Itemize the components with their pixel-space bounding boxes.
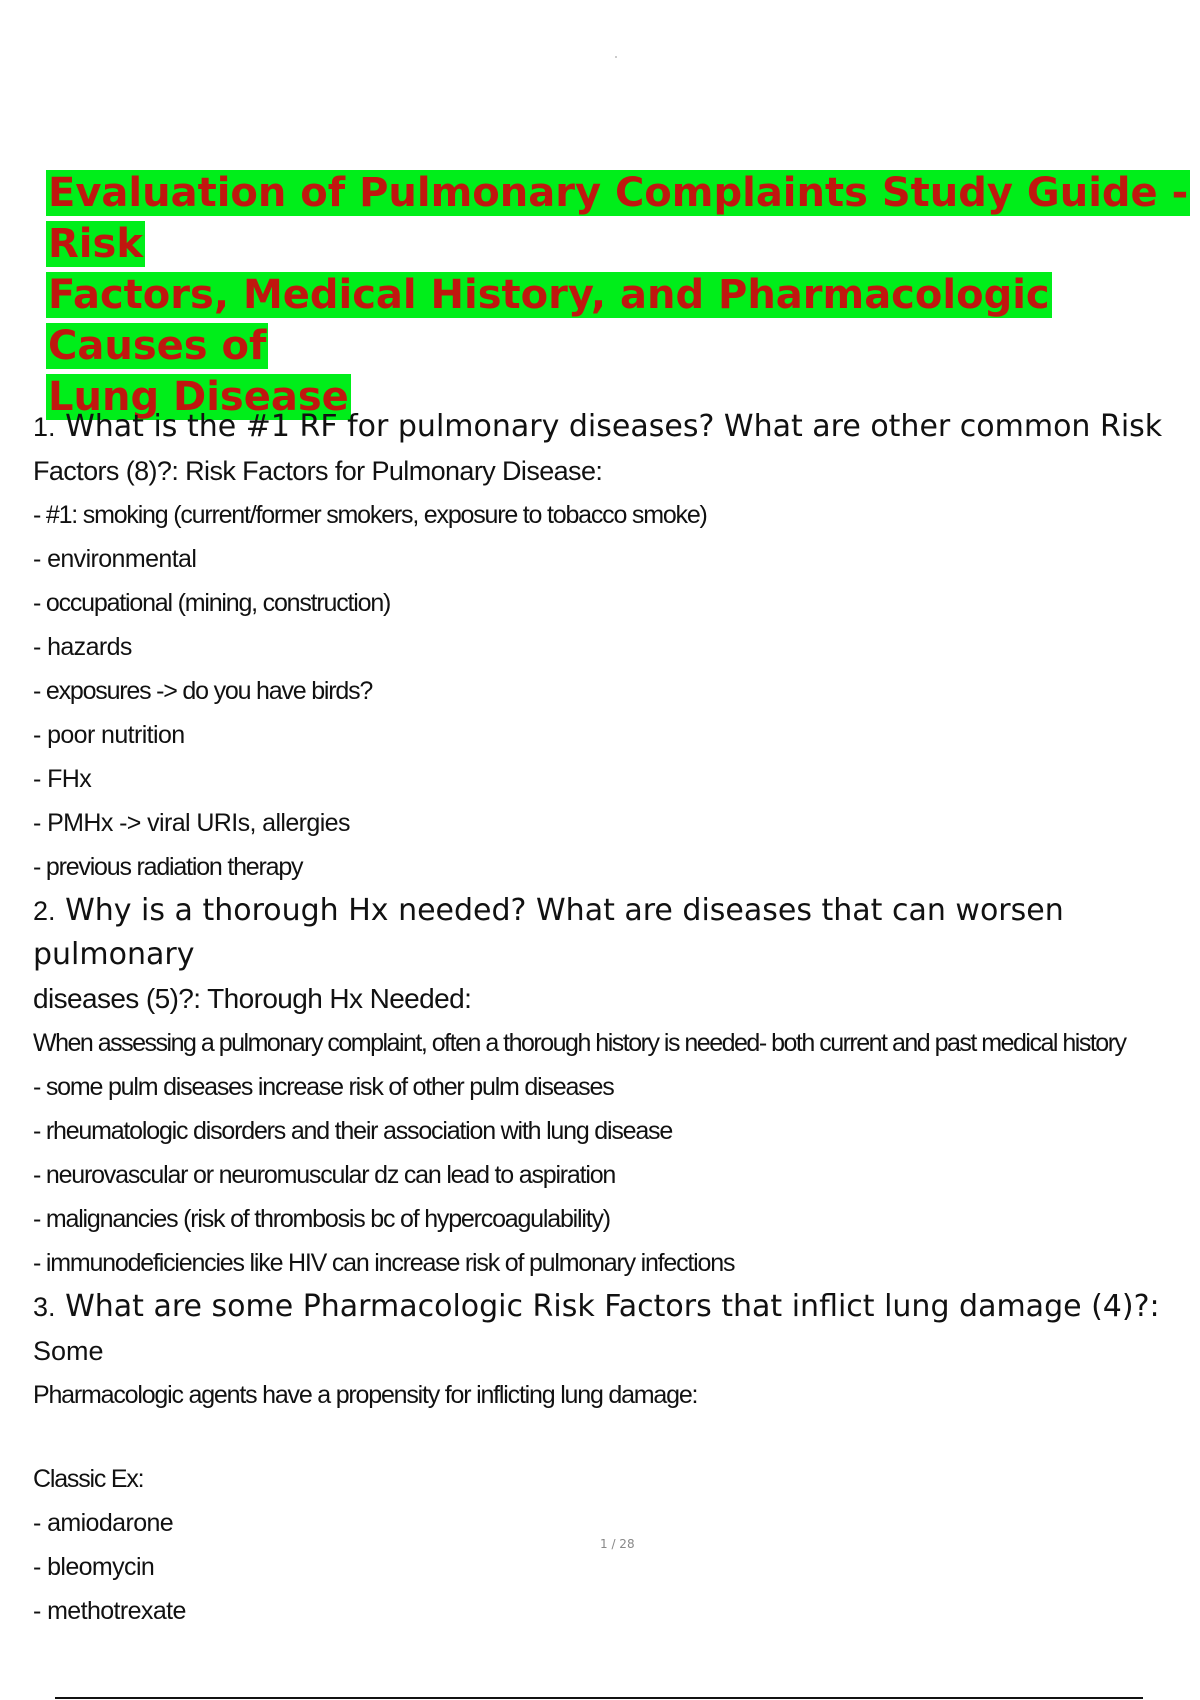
list-item: - neurovascular or neuromuscular dz can lead to aspiration — [33, 1161, 616, 1189]
title-line-2: Factors, Medical History, and Pharmacologic Causes of — [48, 272, 1050, 369]
answer-heading: Some — [33, 1336, 104, 1366]
title-line-3: Lung Disease — [48, 374, 349, 420]
question-text: What are some Pharmacologic Risk Factors that inflict lung damage (4)?: — [65, 1289, 1160, 1324]
document-title — [46, 168, 1196, 423]
list-item: - PMHx -> viral URIs, allergies — [33, 809, 350, 837]
list-item: - bleomycin — [33, 1553, 155, 1581]
question-text-cont: Factors (8)?: — [33, 456, 186, 486]
question-1-cont — [33, 449, 1193, 493]
question-text: What is the #1 RF for pulmonary diseases? What are other common Risk — [65, 409, 1163, 444]
list-item: - amiodarone — [33, 1509, 174, 1537]
question-number: 1. — [33, 412, 56, 442]
subheading: Classic Ex: — [33, 1465, 144, 1493]
question-text: Why is a thorough Hx needed? What are diseases that can worsen pulmonary — [33, 893, 1064, 972]
question-text-cont: diseases (5)?: — [33, 983, 208, 1014]
blank-line — [33, 1417, 1193, 1457]
list-item: - exposures -> do you have birds? — [33, 677, 373, 705]
list-item: - rheumatologic disorders and their association with lung disease — [33, 1117, 673, 1145]
page-indicator: 1 / 28 — [600, 1537, 635, 1551]
list-item: - #1: smoking (current/former smokers, exposure to tobacco smoke) — [33, 501, 707, 529]
list-item: - FHx — [33, 765, 92, 793]
answer-intro: When assessing a pulmonary complaint, often a thorough history is needed- both current and past medical history — [33, 1029, 1126, 1057]
list-item: - malignancies (risk of thrombosis bc of hypercoagulability) — [33, 1205, 610, 1233]
answer-list-3 — [33, 1501, 1193, 1633]
question-number: 2. — [33, 896, 56, 926]
title-line-1: Evaluation of Pulmonary Complaints Study Guide - Risk — [48, 170, 1189, 267]
list-item: - immunodeficiencies like HIV can increase risk of pulmonary infections — [33, 1249, 735, 1277]
list-item: - poor nutrition — [33, 721, 185, 749]
bottom-divider — [55, 1697, 1143, 1699]
question-3 — [33, 1285, 1193, 1373]
answer-list-1 — [33, 493, 1193, 889]
answer-heading: Risk Factors for Pulmonary Disease: — [185, 456, 603, 486]
answer-cont: Pharmacologic agents have a propensity for inflicting lung damage: — [33, 1381, 698, 1409]
question-number: 3. — [33, 1292, 56, 1322]
list-item: - hazards — [33, 633, 132, 661]
list-item: - occupational (mining, construction) — [33, 589, 391, 617]
question-2-cont — [33, 977, 1193, 1021]
answer-list-2 — [33, 1065, 1193, 1285]
question-1 — [33, 405, 1193, 449]
list-item: - previous radiation therapy — [33, 853, 303, 881]
speck — [615, 56, 617, 58]
list-item: - methotrexate — [33, 1597, 186, 1625]
document-body — [33, 405, 1193, 1633]
question-2 — [33, 889, 1193, 977]
list-item: - some pulm diseases increase risk of other pulm diseases — [33, 1073, 614, 1101]
list-item: - environmental — [33, 545, 197, 573]
answer-heading: Thorough Hx Needed: — [207, 983, 472, 1014]
